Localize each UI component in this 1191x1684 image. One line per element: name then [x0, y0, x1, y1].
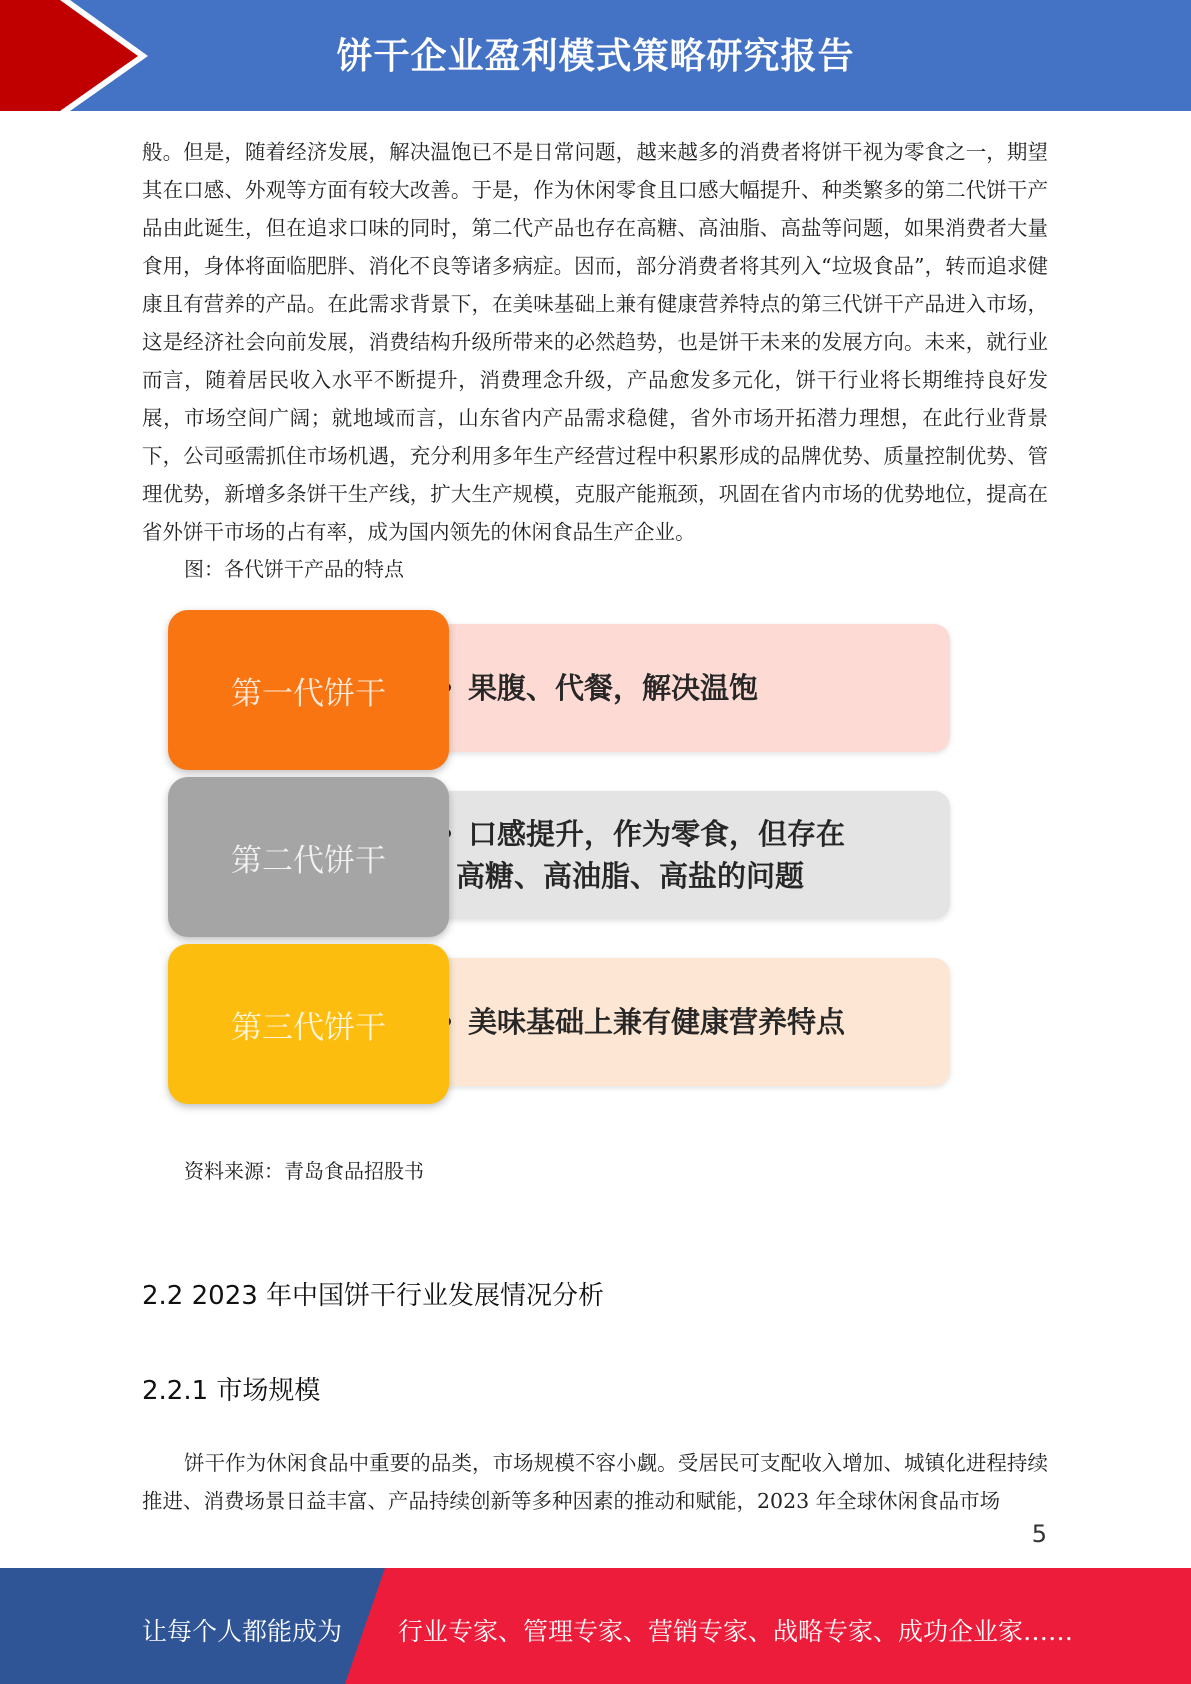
generation-1-text: 果腹、代餐，解决温饱	[468, 671, 759, 705]
footer-slogan-left: 让每个人都能成为	[142, 1617, 343, 1646]
figure-title: 图：各代饼干产品的特点	[184, 557, 404, 581]
biscuit-generations-figure	[168, 610, 958, 1110]
page-footer	[0, 1568, 1191, 1684]
page-number: 5	[1031, 1520, 1047, 1548]
footer-slogan-right: 行业专家、管理专家、营销专家、战略专家、成功企业家……	[398, 1617, 1074, 1646]
figure-source: 资料来源：青岛食品招股书	[184, 1159, 424, 1183]
section-heading-2-2: 2.2 2023 年中国饼干行业发展情况分析	[142, 1281, 605, 1311]
generation-row-1	[168, 610, 958, 770]
generation-2-label: 第二代饼干	[168, 777, 449, 937]
generation-2-text-line-2: 高糖、高油脂、高盐的问题	[456, 859, 805, 893]
page-header	[0, 0, 1191, 111]
section-heading-2-2-1: 2.2.1 市场规模	[142, 1376, 321, 1406]
generation-1-label: 第一代饼干	[168, 610, 449, 770]
generation-2-description	[408, 791, 950, 919]
generation-row-3	[168, 944, 958, 1104]
generation-3-text: 美味基础上兼有健康营养特点	[468, 1005, 846, 1039]
generation-2-text-line-1: 口感提升，作为零食，但存在	[468, 817, 846, 851]
generation-row-2	[168, 777, 958, 937]
generation-3-label: 第三代饼干	[168, 944, 449, 1104]
generation-1-description	[408, 624, 950, 752]
report-title: 饼干企业盈利模式策略研究报告	[336, 36, 855, 77]
body-paragraph-1: 般。但是，随着经济发展，解决温饱已不是日常问题，越来越多的消费者将饼干视为零食之一，期望其在口感、外观等方面有较大改善。于是，作为休闲零食且口感大幅提升、种类繁多的第二代饼干产品由此诞生，但在追求口味的同时，第二代产品也存在高糖、高油脂、高盐等问题，如果消费者大量食用，身体将面临肥胖、消化不良等诸多病症。因而，部分消费者将其列入“垃圾食品”，转而追求健康且有营养的产品。在此需求背景下，在美味基础上兼有健康营养特点的第三代饼干产品进入市场，这是经济社会向前发展，消费结构升级所带来的必然趋势，也是饼干未来的发展方向。未来，就行业而言，随着居民收入水平不断提升，消费理念升级，产品愈发多元化，饼干行业将长期维持良好发展，市场空间广阔；就地域而言，山东省内产品需求稳健，省外市场开拓潜力理想，在此行业背景下，公司亟需抓住市场机遇，充分利用多年生产经营过程中积累形成的品牌优势、质量控制优势、管理优势，新增多条饼干生产线，扩大生产规模，克服产能瓶颈，巩固在省内市场的优势地位，提高在省外饼干市场的占有率，成为国内领先的休闲食品生产企业。	[142, 140, 1048, 544]
body-paragraph-2: 饼干作为休闲食品中重要的品类，市场规模不容小觑。受居民可支配收入增加、城镇化进程持续推进、消费场景日益丰富、产品持续创新等多种因素的推动和赋能，2023 年全球休闲食品市场	[142, 1451, 1048, 1513]
generation-3-description	[408, 958, 950, 1086]
